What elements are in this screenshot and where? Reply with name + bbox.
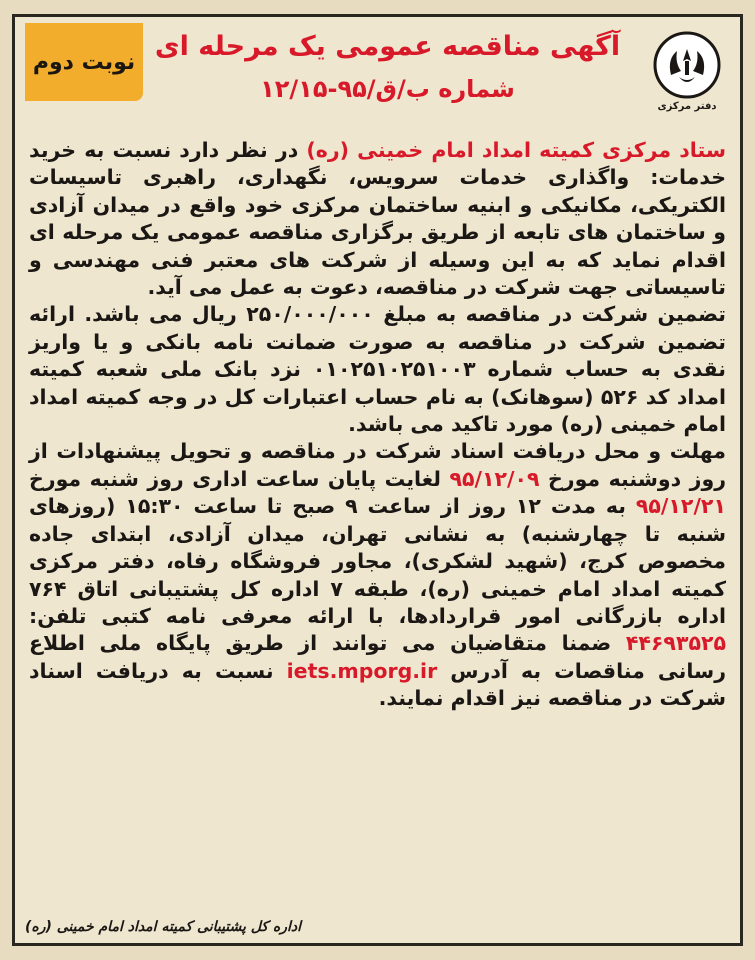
round-badge: نوبت دوم [25,23,143,101]
deadline-text-a: مهلت و محل دریافت اسناد شرکت در مناقصه و تحویل پیشنهادات از روز دوشنبه مورخ [29,439,726,491]
ad-frame [12,14,743,946]
deadline-text-e: نسبت به دریافت اسناد شرکت در مناقصه نیز اقدام نمایند. [29,658,726,711]
deadline-text-c: به مدت ۱۲ روز از ساعت ۹ صبح تا ساعت ۱۵:۳۰ (روزهای شنبه تا چهارشنبه) به نشانی تهران، میدان آزادی، ابتدای جاده مخصوص کرج، (شهید لشکری)، مجاور فروشگاه رفاه، دفتر مرکزی کمیته امداد امام خمینی (ره)، طبقه ۷ اداره کل پشتیبانی اتاق ۷۶۴ اداره بازرگانی امور قراردادها، با ارائه معرفی نامه کتبی تلفن: [29,494,726,628]
ad-number: شماره ب/ق/۹۵-۱۲/۱۵ [260,75,515,103]
guarantee-paragraph: تضمین شرکت در مناقصه به مبلغ ۲۵۰/۰۰۰/۰۰۰ ریال می باشد. ارائه تضمین شرکت در مناقصه به صورت ضمانت نامه بانکی و یا واریز نقدی به حساب شماره ۰۱۰۲۵۱۰۲۵۱۰۰۳ نزد بانک ملی شعبه کمیته امداد کد ۵۲۶ (سوهانک) به نام حساب اعتبارات کل در وجه کمیته امداد امام خمینی (ره) مورد تاکید می باشد. [29,302,726,437]
phone-number: ۴۴۶۹۳۵۲۵ [625,631,726,656]
logo [650,31,724,112]
deadline-paragraph [29,438,726,712]
organization-name: ستاد مرکزی کمیته امداد امام خمینی (ره) [306,138,726,162]
start-date: ۹۵/۱۲/۰۹ [449,466,540,491]
ad-title: آگهی مناقصه عمومی یک مرحله ای [154,31,621,62]
ad-footer: اداره کل پشتیبانی کمیته امداد امام خمینی (ره) [25,919,302,935]
deadline-text-b: لغایت پایان ساعت اداری روز شنبه مورخ [29,466,450,491]
ad-header [29,25,726,143]
committee-emblem-icon [653,31,721,99]
end-date: ۹۵/۱۲/۲۱ [635,494,726,519]
logo-caption: دفتر مرکزی [657,101,717,112]
ad-body [29,137,726,713]
intro-text: در نظر دارد نسبت به خرید خدمات: واگذاری خدمات سرویس، نگهداری، راهبری تاسیسات الکتریکی، مکانیکی و ابنیه ساختمان مرکزی خود واقع در میدان آزادی و ساختمان های تابعه از طریق برگزاری مناقصه عمومی یک مرحله ای اقدام نماید که به این وسیله از شرکت های معتبر فنی مهندسی و تاسیساتی جهت شرکت در مناقصه، دعوت به عمل می آید. [29,138,726,300]
website-link[interactable]: iets.mporg.ir [286,658,438,683]
deadline-text-d: ضمنا متقاضیان می توانند از طریق پایگاه ملی اطلاع رسانی مناقصات به آدرس [29,631,726,683]
